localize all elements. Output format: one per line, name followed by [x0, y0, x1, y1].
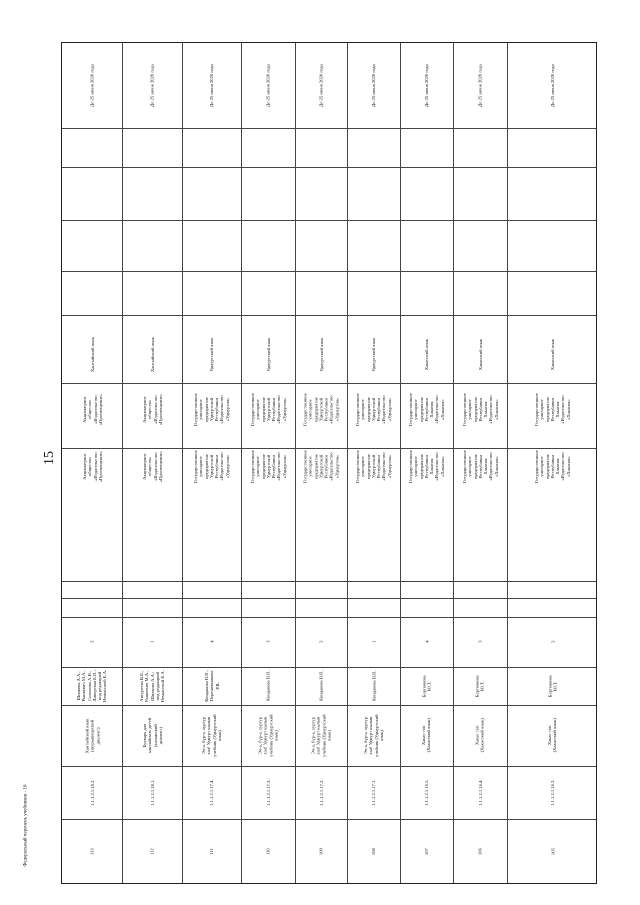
textbook-table — [61, 42, 597, 884]
table-cell-authors-text: Кондакова Н.П., Перешевникова Р.В. — [203, 670, 220, 702]
table-cell-num-text: 108 — [370, 848, 376, 856]
table-cell-publisher2 — [347, 381, 400, 438]
table-cell-lang-text: Удмуртский язык — [370, 337, 376, 372]
table-cell-code-text: 1.1.1.2.1.16.3. — [549, 779, 555, 806]
table-cell-authors-text: Шилкова А.А., Рынкевич М.А., Солопова А.Н., Ливорская Е.П.; под редакцией Немысовой Е.А. — [76, 669, 108, 703]
table-cell-lang-text: Хантыйский язык — [149, 337, 155, 372]
table-cell-title — [507, 705, 598, 766]
table-cell-authors — [453, 667, 507, 705]
table-cell-grade — [347, 617, 400, 667]
table-cell-num-text: 106 — [477, 848, 483, 856]
table-cell-num — [400, 819, 453, 885]
table-cell-code — [122, 766, 182, 819]
table-cell-publisher1-text: Государственное унитарное предприятие Удмуртской Республики «Издательство «Удмуртия» — [354, 450, 392, 483]
table-cell-lang — [295, 328, 347, 381]
table-cell-publisher1-text: Государственное унитарное предприятие Республики Хакасия «Издательство «Хакасия» — [533, 450, 571, 483]
table-cell-publisher2 — [453, 381, 507, 438]
table-rule-horizontal — [62, 271, 596, 272]
table-cell-lang — [122, 328, 182, 381]
table-cell-grade — [122, 617, 182, 667]
table-cell-publisher2 — [295, 381, 347, 438]
table-cell-num-text: 109 — [318, 848, 324, 856]
table-cell-authors — [182, 667, 241, 705]
table-cell-lang — [241, 328, 295, 381]
table-cell-grade — [182, 617, 241, 667]
table-cell-num — [295, 819, 347, 885]
table-cell-title-text: Эч-а, бүр-а, хургур хал! Удмурт кылын учебник (Удмуртский язык) — [257, 714, 279, 757]
table-cell-authors — [400, 667, 453, 705]
table-cell-authors — [122, 667, 182, 705]
table-rule-horizontal — [62, 167, 596, 168]
table-cell-publisher1 — [347, 438, 400, 495]
table-rule-horizontal — [62, 220, 596, 221]
table-cell-publisher1 — [62, 438, 122, 495]
table-cell-publisher1 — [453, 438, 507, 495]
table-cell-lang — [507, 328, 598, 381]
table-cell-lang-text: Хакасский язык — [423, 338, 429, 371]
table-cell-publisher2-text: Акционерное общество «Издательство «Просвещение» — [141, 393, 163, 426]
table-cell-publisher2 — [182, 381, 241, 438]
table-cell-code-text: 1.1.1.2.1.18.1. — [149, 779, 155, 806]
table-cell-publisher2-text: Государственное унитарное предприятие Республики Хакасия «Издательство «Хакасия» — [407, 393, 445, 426]
table-cell-publisher1 — [507, 438, 598, 495]
table-cell-date — [62, 43, 122, 128]
table-cell-authors-text: Ангуреева В.Е., Рынкевич М.А., Шилкова А.А.; под редакцией Немысовой Е.А. — [138, 669, 165, 703]
table-cell-date-text: До 25 июня 2020 года — [208, 64, 214, 107]
table-cell-num — [122, 819, 182, 885]
table-cell-title-text: Хакас тілі (Хакасский язык) — [547, 718, 558, 753]
table-cell-grade — [295, 617, 347, 667]
table-cell-num-text: 107 — [423, 848, 429, 856]
table-cell-lang — [347, 328, 400, 381]
table-rule-horizontal — [62, 315, 596, 316]
table-cell-publisher1-text: Государственное унитарное предприятие Республики Хакасия «Издательство «Хакасия» — [407, 450, 445, 483]
table-cell-grade — [241, 617, 295, 667]
table-cell-num-text: 112 — [149, 848, 155, 856]
page-footer — [20, 760, 32, 890]
table-cell-title-text: Эч-а, бүр-а, хургур хал! Удмурт кылын учебник (Удмуртский язык) — [310, 714, 332, 757]
table-cell-publisher2-text: Государственное унитарное предприятие Республики Хакасия «Издательство «Хакасия» — [533, 393, 571, 426]
table-cell-num — [347, 819, 400, 885]
table-cell-lang — [400, 328, 453, 381]
table-cell-lang-text: Хакасский язык — [549, 338, 555, 371]
table-cell-grade-text: 2 — [318, 640, 324, 644]
table-rule-horizontal — [62, 598, 596, 599]
table-cell-title — [122, 705, 182, 766]
table-cell-date-text: До 25 июня 2020 года — [549, 64, 555, 107]
table-rule-horizontal — [62, 581, 596, 582]
table-cell-title — [347, 705, 400, 766]
table-cell-code-text: 1.1.1.2.1.16.4. — [477, 779, 483, 806]
table-cell-publisher2-text: Государственное унитарное предприятие Удмуртской Республики «Издательство «Удмуртия» — [192, 393, 230, 426]
table-cell-num-text: 111 — [208, 848, 214, 856]
table-cell-num — [182, 819, 241, 885]
table-cell-publisher2 — [241, 381, 295, 438]
table-cell-grade-text: 3 — [265, 640, 271, 644]
table-cell-code-text: 1.1.1.2.1.18.2. — [89, 779, 95, 806]
table-cell-publisher1 — [241, 438, 295, 495]
table-cell-code — [400, 766, 453, 819]
table-cell-lang-text: Удмуртский язык — [318, 337, 324, 372]
table-cell-title — [62, 705, 122, 766]
table-cell-date-text: До 25 июня 2020 года — [89, 64, 95, 107]
table-cell-date-text: До 25 июня 2020 года — [477, 64, 483, 107]
table-cell-date — [400, 43, 453, 128]
table-cell-publisher2-text: Акционерное общество «Издательство «Просвещение» — [81, 393, 103, 426]
table-cell-num-text: 113 — [89, 848, 95, 856]
table-cell-publisher1-text: Акционерное общество «Издательство «Просвещение» — [141, 450, 163, 483]
table-cell-publisher1 — [295, 438, 347, 495]
table-cell-lang — [62, 328, 122, 381]
table-cell-title-text: Эч-а, бүр-а, хургур хал! Удмурт кылын учебник (Удмуртский язык) — [200, 714, 222, 757]
table-cell-authors — [295, 667, 347, 705]
table-cell-title — [182, 705, 241, 766]
table-cell-authors-text: Боргоякова Ю.Т. — [547, 675, 558, 697]
table-cell-publisher2 — [400, 381, 453, 438]
table-cell-date — [182, 43, 241, 128]
page-number-text: 15 — [42, 451, 57, 465]
table-cell-grade — [400, 617, 453, 667]
table-cell-lang-text: Хакасский язык — [477, 338, 483, 371]
table-cell-date — [347, 43, 400, 128]
page-number — [42, 448, 58, 468]
table-cell-code — [241, 766, 295, 819]
table-cell-grade-text: 1 — [149, 640, 155, 644]
table-cell-authors-text: Кондакова Н.П. — [370, 670, 376, 702]
table-cell-date-text: До 25 июня 2020 года — [318, 64, 324, 107]
table-cell-grade-text: 4 — [423, 640, 429, 644]
table-cell-title — [453, 705, 507, 766]
table-cell-title-text: Хакас тілі (Хакасский язык) — [474, 718, 485, 753]
table-cell-title-text: Эч-а, бүр-а, хургур хал! Удмурт кылын учебник (Удмуртский язык) — [362, 714, 384, 757]
table-cell-title-text: Букварь для хантыйских детей (казымский диалект) — [141, 717, 163, 754]
table-cell-publisher1 — [400, 438, 453, 495]
page-footer-text: Федеральный перечень учебников - 16 — [23, 783, 29, 867]
table-cell-grade — [62, 617, 122, 667]
table-cell-lang — [453, 328, 507, 381]
table-cell-lang-text: Хантыйский язык — [89, 337, 95, 372]
table-cell-code — [453, 766, 507, 819]
table-cell-date-text: До 25 июня 2020 года — [149, 64, 155, 107]
table-rule-horizontal — [62, 128, 596, 129]
table-cell-authors-text: Кондакова Н.П. — [265, 670, 271, 702]
table-cell-authors-text: Кондакова Н.П. — [318, 670, 324, 702]
table-cell-grade-text: 3 — [477, 640, 483, 644]
table-cell-authors — [62, 667, 122, 705]
table-cell-title — [400, 705, 453, 766]
table-cell-title — [295, 705, 347, 766]
table-cell-code — [62, 766, 122, 819]
table-cell-num-text: 105 — [549, 848, 555, 856]
table-cell-code — [347, 766, 400, 819]
table-cell-code-text: 1.1.1.2.1.16.5. — [423, 779, 429, 806]
table-cell-date — [122, 43, 182, 128]
table-cell-title-text: Хакас тілі (Хакасский язык) — [421, 718, 432, 753]
table-cell-grade — [507, 617, 598, 667]
table-cell-publisher1-text: Государственное унитарное предприятие Республики Хакасия «Издательство «Хакасия» — [461, 450, 499, 483]
table-cell-date — [507, 43, 598, 128]
table-cell-publisher2-text: Государственное унитарное предприятие Удмуртской Республики «Издательство «Удмуртия» — [249, 393, 287, 426]
table-cell-lang-text: Удмуртский язык — [265, 337, 271, 372]
table-cell-title-text: Хантыйский язык (шурышкарский диалект) — [84, 718, 100, 753]
table-cell-grade-text: 1 — [370, 640, 376, 644]
table-cell-code-text: 1.1.1.2.1.17.2. — [318, 779, 324, 806]
table-cell-num — [453, 819, 507, 885]
table-cell-authors-text: Боргоякова Ю.Т. — [474, 675, 485, 697]
table-cell-title — [241, 705, 295, 766]
table-cell-code — [507, 766, 598, 819]
table-cell-publisher1-text: Государственное унитарное предприятие Удмуртской Республики «Издательство «Удмуртия» — [302, 450, 340, 483]
table-cell-grade-text: 2 — [549, 640, 555, 644]
table-cell-date — [241, 43, 295, 128]
table-cell-authors — [347, 667, 400, 705]
table-cell-lang — [182, 328, 241, 381]
table-cell-date — [453, 43, 507, 128]
table-cell-publisher1-text: Государственное унитарное предприятие Удмуртской Республики «Издательство «Удмуртия» — [192, 450, 230, 483]
table-cell-num — [507, 819, 598, 885]
table-cell-code-text: 1.1.1.2.1.17.1. — [370, 779, 376, 806]
table-cell-publisher2 — [507, 381, 598, 438]
table-cell-publisher2 — [62, 381, 122, 438]
table-cell-date — [295, 43, 347, 128]
table-cell-code-text: 1.1.1.2.1.17.3. — [265, 779, 271, 806]
table-cell-publisher2-text: Государственное унитарное предприятие Республики Хакасия «Издательство «Хакасия» — [461, 393, 499, 426]
table-cell-grade — [453, 617, 507, 667]
table-cell-publisher1-text: Акционерное общество «Издательство «Просвещение» — [81, 450, 103, 483]
table-cell-publisher2 — [122, 381, 182, 438]
table-cell-date-text: До 25 июня 2020 года — [265, 64, 271, 107]
table-cell-code — [182, 766, 241, 819]
table-cell-lang-text: Удмуртский язык — [208, 337, 214, 372]
table-cell-publisher1 — [122, 438, 182, 495]
table-cell-num-text: 110 — [265, 848, 271, 856]
table-cell-date-text: До 25 июня 2020 года — [370, 64, 376, 107]
table-cell-num — [241, 819, 295, 885]
table-cell-code — [295, 766, 347, 819]
table-cell-publisher1-text: Государственное унитарное предприятие Удмуртской Республики «Издательство «Удмуртия» — [249, 450, 287, 483]
table-cell-publisher2-text: Государственное унитарное предприятие Удмуртской Республики «Издательство «Удмуртия» — [302, 393, 340, 426]
table-cell-authors — [241, 667, 295, 705]
table-cell-date-text: До 25 июня 2020 года — [423, 64, 429, 107]
table-cell-code-text: 1.1.1.2.1.17.4. — [208, 779, 214, 806]
table-cell-grade-text: 4 — [208, 640, 214, 644]
table-cell-publisher1 — [182, 438, 241, 495]
table-cell-authors — [507, 667, 598, 705]
table-cell-publisher2-text: Государственное унитарное предприятие Удмуртской Республики «Издательство «Удмуртия» — [354, 393, 392, 426]
table-cell-num — [62, 819, 122, 885]
table-cell-grade-text: 2 — [89, 640, 95, 644]
table-cell-authors-text: Боргоякова Ю.Т. — [421, 675, 432, 697]
